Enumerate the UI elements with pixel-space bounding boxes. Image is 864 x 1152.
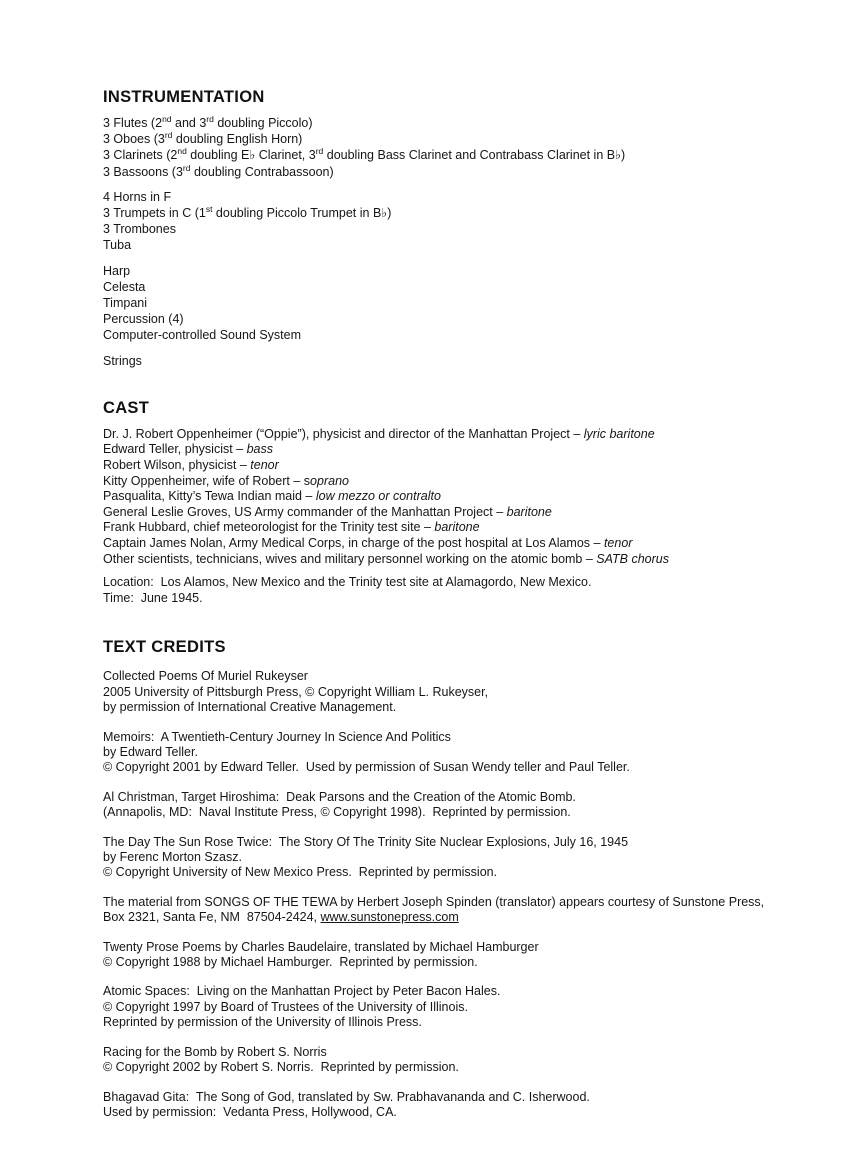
text-segment: doubling Bass Clarinet and Contrabass Clarinet in B♭) bbox=[323, 148, 626, 163]
voice-type: baritone bbox=[434, 520, 480, 535]
woodwinds-group bbox=[103, 115, 766, 180]
credit-line bbox=[103, 895, 766, 926]
instrument-line-bassoons bbox=[103, 164, 766, 180]
instrument-line-tuba: Tuba bbox=[103, 238, 132, 253]
cast-line bbox=[103, 505, 766, 521]
cast-line bbox=[103, 458, 766, 474]
text-segment: doubling Piccolo) bbox=[213, 116, 313, 130]
text-segment: 3 Bassoons (3 bbox=[103, 164, 183, 179]
instrument-line-trombones: 3 Trombones bbox=[103, 222, 176, 237]
setting-block bbox=[103, 575, 766, 606]
voice-type: tenor bbox=[603, 536, 633, 550]
credit-line: © Copyright 1997 by Board of Trustees of the University of Illinois. bbox=[103, 999, 468, 1014]
instrument-line-sound-system: Computer-controlled Sound System bbox=[103, 328, 302, 343]
role-description: General Leslie Groves, US Army commander of the Manhattan Project – bbox=[103, 504, 507, 519]
cast-line bbox=[103, 474, 766, 490]
location-line: Location: Los Alamos, New Mexico and the Trinity test site at Alamagordo, New Mexico. bbox=[103, 575, 592, 590]
role-description: Robert Wilson, physicist – bbox=[103, 458, 251, 473]
cast-line bbox=[103, 489, 766, 505]
ordinal-superscript: st bbox=[205, 203, 213, 214]
voice-type: tenor bbox=[250, 458, 279, 473]
credit-paragraph-baudelaire bbox=[103, 940, 766, 971]
credit-line: Twenty Prose Poems by Charles Baudelaire, translated by Michael Hamburger bbox=[103, 939, 539, 954]
credit-paragraph-norris bbox=[103, 1045, 766, 1076]
role-description: Captain James Nolan, Army Medical Corps, in charge of the post hospital at Los Alamos – bbox=[103, 536, 604, 550]
credit-line: Memoirs: A Twentieth-Century Journey In Science And Politics bbox=[103, 729, 451, 744]
credit-line: © Copyright 2001 by Edward Teller. Used by permission of Susan Wendy teller and Paul Teller. bbox=[103, 760, 630, 775]
cast-line bbox=[103, 442, 766, 458]
role-description: Other scientists, technicians, wives and military personnel working on the atomic bomb – bbox=[103, 551, 597, 566]
percussion-keyboard-group bbox=[103, 263, 766, 344]
role-description: Dr. J. Robert Oppenheimer (“Oppie”), physicist and director of the Manhattan Project – bbox=[103, 426, 584, 441]
credit-paragraph-hales bbox=[103, 984, 766, 1030]
voice-type: lyric baritone bbox=[583, 426, 655, 441]
credit-paragraph-christman bbox=[103, 790, 766, 821]
ordinal-superscript: nd bbox=[162, 113, 172, 124]
ordinal-superscript: rd bbox=[164, 130, 173, 141]
text-segment: and 3 bbox=[171, 116, 207, 130]
instrument-line-clarinets bbox=[103, 147, 766, 163]
text-segment: 3 Flutes (2 bbox=[103, 116, 163, 130]
credit-paragraph-rukeyser bbox=[103, 669, 766, 715]
credit-line: Used by permission: Vedanta Press, Hollywood, CA. bbox=[103, 1104, 397, 1119]
text-segment: doubling Contrabassoon) bbox=[190, 164, 334, 179]
ordinal-superscript: rd bbox=[315, 146, 324, 157]
credit-line: by Edward Teller. bbox=[103, 745, 198, 759]
instrument-line-percussion: Percussion (4) bbox=[103, 312, 184, 327]
voice-type: low mezzo or contralto bbox=[315, 489, 441, 504]
cast-line bbox=[103, 520, 766, 536]
section-cast bbox=[103, 399, 766, 607]
ordinal-superscript: rd bbox=[182, 162, 191, 173]
text-segment: The material from SONGS OF THE TEWA by Herbert Joseph Spinden (translator) appears courtesy of Sunstone Press, Box 2321, Santa Fe, NM 87504-2424, bbox=[103, 894, 768, 925]
instrumentation-heading: INSTRUMENTATION bbox=[103, 88, 265, 106]
brass-group bbox=[103, 189, 766, 254]
credit-paragraph-bhagavad-gita bbox=[103, 1090, 766, 1121]
instrument-line-flutes bbox=[103, 115, 766, 131]
credit-line: (Annapolis, MD: Naval Institute Press, © Copyright 1998). Reprinted by permission. bbox=[103, 805, 571, 820]
instrument-line-strings: Strings bbox=[103, 353, 142, 368]
time-line: Time: June 1945. bbox=[103, 590, 203, 605]
text-segment: doubling E♭ Clarinet, 3 bbox=[186, 148, 316, 163]
voice-type: oprano bbox=[310, 473, 349, 488]
text-segment: doubling Piccolo Trumpet in B♭) bbox=[212, 206, 392, 221]
credit-paragraph-memoirs bbox=[103, 730, 766, 776]
strings-group bbox=[103, 353, 766, 369]
credit-paragraph-szasz bbox=[103, 835, 766, 881]
cast-list bbox=[103, 427, 766, 567]
voice-type: SATB chorus bbox=[596, 551, 669, 566]
ordinal-superscript: rd bbox=[206, 113, 214, 124]
credit-line: The Day The Sun Rose Twice: The Story Of The Trinity Site Nuclear Explosions, July 16, 1945 bbox=[103, 834, 629, 849]
text-credits-heading: TEXT CREDITS bbox=[103, 638, 226, 657]
text-segment: 3 Oboes (3 bbox=[103, 132, 165, 147]
instrument-line-harp: Harp bbox=[103, 263, 131, 278]
section-instrumentation bbox=[103, 88, 766, 369]
section-text-credits bbox=[103, 638, 766, 1120]
text-segment: 3 Trumpets in C (1 bbox=[103, 206, 206, 221]
credit-line: Al Christman, Target Hiroshima: Deak Parsons and the Creation of the Atomic Bomb. bbox=[103, 789, 576, 804]
text-segment: 3 Clarinets (2 bbox=[103, 148, 178, 163]
cast-line bbox=[103, 552, 766, 568]
credit-line: Bhagavad Gita: The Song of God, translated by Sw. Prabhavananda and C. Isherwood. bbox=[103, 1089, 590, 1104]
ordinal-superscript: nd bbox=[177, 146, 187, 157]
role-description: Pasqualita, Kitty’s Tewa Indian maid – bbox=[103, 489, 316, 504]
credit-line: Collected Poems Of Muriel Rukeyser bbox=[103, 669, 308, 684]
sunstone-press-link[interactable]: www.sunstonepress.com bbox=[320, 910, 459, 925]
text-segment: doubling English Horn) bbox=[172, 132, 303, 147]
credit-line: 2005 University of Pittsburgh Press, © Copyright William L. Rukeyser, bbox=[103, 684, 489, 699]
credit-line: Reprinted by permission of the University of Illinois Press. bbox=[103, 1015, 422, 1030]
role-description: Frank Hubbard, chief meteorologist for the Trinity test site – bbox=[103, 520, 435, 535]
cast-line bbox=[103, 427, 766, 443]
credit-line: © Copyright 2002 by Robert S. Norris. Reprinted by permission. bbox=[103, 1060, 459, 1075]
credit-line: Atomic Spaces: Living on the Manhattan Project by Peter Bacon Hales. bbox=[103, 984, 501, 999]
credit-paragraph-sunstone bbox=[103, 895, 766, 926]
credit-line: © Copyright University of New Mexico Press. Reprinted by permission. bbox=[103, 865, 498, 880]
credit-line: by permission of International Creative Management. bbox=[103, 700, 397, 715]
credit-line: by Ferenc Morton Szasz. bbox=[103, 850, 242, 865]
voice-type: baritone bbox=[506, 504, 552, 519]
instrument-line-oboes bbox=[103, 131, 766, 147]
voice-type: bass bbox=[246, 442, 273, 457]
instrument-line-timpani: Timpani bbox=[103, 296, 147, 311]
cast-heading: CAST bbox=[103, 398, 150, 417]
cast-line bbox=[103, 536, 766, 552]
instrument-line-horns: 4 Horns in F bbox=[103, 189, 172, 204]
role-description: Edward Teller, physicist – bbox=[103, 442, 247, 457]
credit-line: © Copyright 1988 by Michael Hamburger. Reprinted by permission. bbox=[103, 955, 478, 970]
credit-line: Racing for the Bomb by Robert S. Norris bbox=[103, 1044, 327, 1059]
role-description: Kitty Oppenheimer, wife of Robert – s bbox=[103, 473, 311, 488]
instrument-line-celesta: Celesta bbox=[103, 279, 146, 294]
instrument-line-trumpets bbox=[103, 205, 766, 221]
